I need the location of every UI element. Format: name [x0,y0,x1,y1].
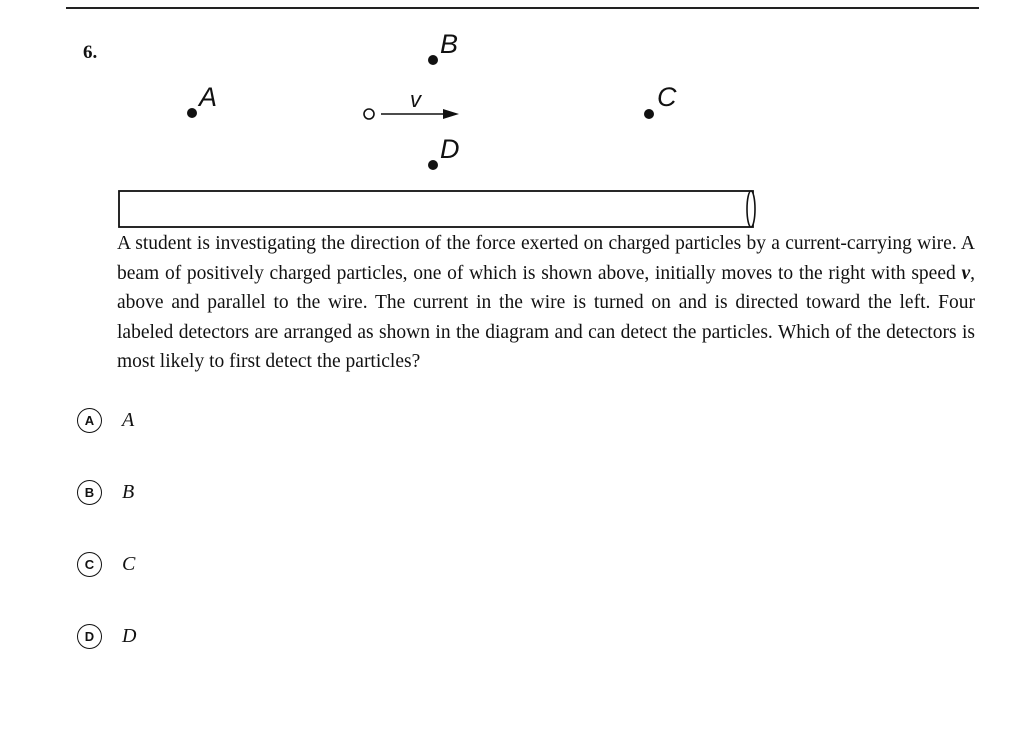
detector-d-label: D [440,134,460,164]
option-a-bubble[interactable]: A [77,408,102,433]
charged-particle [364,109,374,119]
question-text-part2: , above and parallel to the wire. The current in the wire is turned on and is directed toward the left. Four labeled detectors are arranged as shown in the diagram and can detect the particles. Which of the detectors is most likely to first detect the particles? [117,262,975,372]
velocity-label: v [410,87,421,112]
velocity-arrow-head [443,109,459,119]
option-b-bubble[interactable]: B [77,480,102,505]
detector-c-label: C [657,82,677,112]
question-text [117,229,975,377]
option-a-text: A [122,408,135,431]
detector-c-dot [644,109,654,119]
detector-b-label: B [440,29,459,59]
wire [119,191,753,227]
question-text-part1: A student is investigating the direction of the force exerted on charged particles by a current-carrying wire. A beam of positively charged particles, one of which is shown above, initially moves to the right with speed [117,233,975,284]
option-d-bubble[interactable]: D [77,624,102,649]
option-c[interactable] [77,549,377,579]
speed-symbol: v [961,262,971,284]
option-a[interactable] [77,405,377,435]
option-d[interactable] [77,621,377,651]
option-b-text: B [122,480,135,503]
option-c-text: C [122,552,136,575]
wire-end-cap [747,191,755,227]
detector-a-label: A [199,82,218,112]
question-number: 6. [83,42,98,63]
option-c-bubble[interactable]: C [77,552,102,577]
option-d-text: D [122,624,137,647]
detector-b-dot [428,55,438,65]
physics-diagram [0,0,1024,240]
option-b[interactable] [77,477,377,507]
detector-d-dot [428,160,438,170]
detector-a-dot [187,108,197,118]
